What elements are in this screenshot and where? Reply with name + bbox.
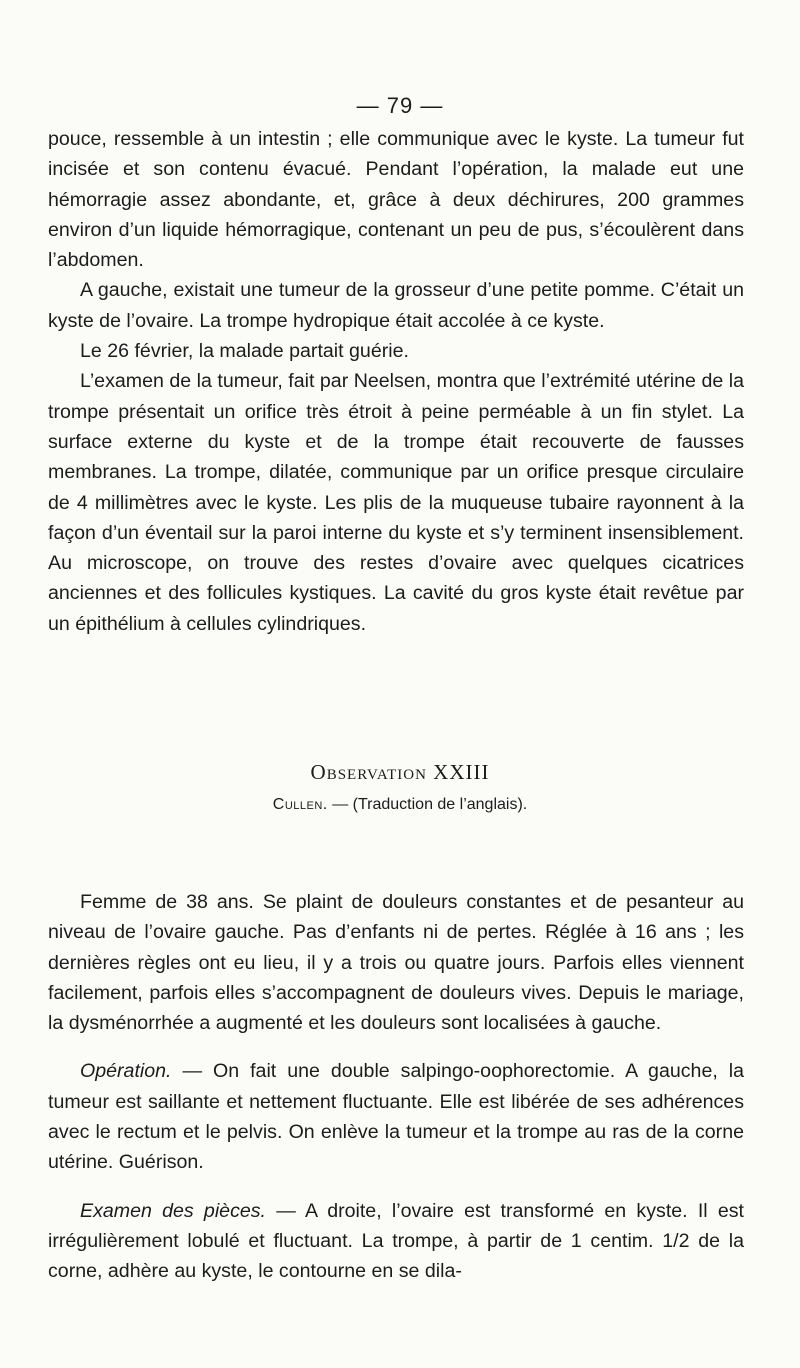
observation-subtitle [0, 796, 800, 814]
paragraph [48, 1196, 744, 1287]
section-label: Opération. [80, 1060, 172, 1083]
page-number: — 79 — [356, 93, 444, 118]
paragraph-text: — A droite, l’ovaire est transformé en kyste. Il est irrégulièrement lobulé et fluctuant. La trompe, à partir de 1 centim. 1/2 de la corne, adhère au kyste, le contourne en se dila- [48, 1199, 744, 1283]
section-label: Examen des pièces. [80, 1199, 267, 1222]
text-block-top [48, 124, 744, 639]
paragraph: pouce, ressemble à un intestin ; elle communique avec le kyste. La tumeur fut incisée et son contenu évacué. Pendant l’opération, la malade eut une hémorragie assez abondante, et, grâce à deux déchirures, 200 grammes environ d’un liquide hémorragique, contenant un peu de pus, s’écoulèrent dans l’abdomen. [48, 128, 744, 272]
paragraph: Le 26 février, la malade partait guérie. [80, 340, 409, 363]
paragraph: Femme de 38 ans. Se plaint de douleurs constantes et de pesanteur au niveau de l’ovaire gauche. Pas d’enfants ni de pertes. Réglée à 16 ans ; les dernières règles ont eu lieu, il y a trois ou quatre jours. Parfois elles viennent facilement, parfois elles s’accompagnent de douleurs vives. Depuis le mariage, la dysménorrhée a augmenté et les douleurs sont localisées à gauche. [48, 891, 744, 1035]
paragraph: A gauche, existait une tumeur de la grosseur d’une petite pomme. C’était un kyste de l’ovaire. La trompe hydropique était accolée à ce kyste. [48, 279, 744, 332]
paragraph [48, 1056, 744, 1177]
paragraph-text: — On fait une double salpingo-oophorectomie. A gauche, la tumeur est saillante et nettement fluctuante. Elle est libérée de ses adhérences avec le rectum et le pelvis. On enlève la tumeur et la trompe au ras de la corne utérine. Guérison. [48, 1060, 744, 1174]
observation-title: Observation XXIII [310, 760, 490, 784]
paragraph: L’examen de la tumeur, fait par Neelsen, montra que l’extrémité utérine de la trompe présentait un orifice très étroit à peine perméable à un fin stylet. La surface externe du kyste et de la trompe était recouverte de fausses membranes. La trompe, dilatée, communique par un orifice presque circulaire de 4 millimètres avec le kyste. Les plis de la muqueuse tubaire rayonnent à la façon d’un éventail sur la paroi interne du kyste et s’y terminent insensiblement. Au microscope, on trouve des restes d’ovaire avec quelques cicatrices anciennes et des follicules kystiques. La cavité du gros kyste était revêtue par un épithélium à cellules cylindriques. [48, 370, 744, 635]
observation-author: Cullen. [272, 796, 328, 813]
text-block-bottom [48, 887, 744, 1287]
translation-note: — (Traduction de l’anglais). [332, 796, 528, 813]
